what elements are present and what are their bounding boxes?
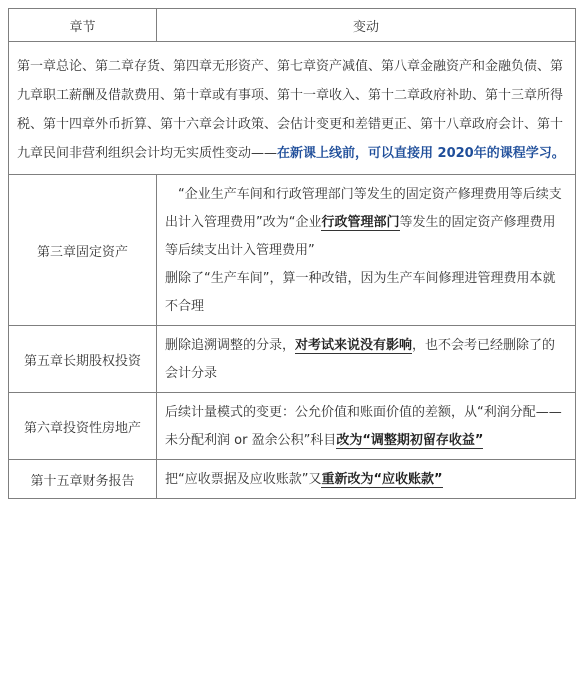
summary-text: 第一章总论、第二章存货、第四章无形资产、第七章资产减值、第八章金融资产和金融负债、第九章职工薪酬及借款费用、第十章或有事项、第十一章收入、第十二章政府补助、第十三章所得税、第十四章外币折算、第十六章会计政策、会估计变更和差错更正、第十八章政府会计、第十九章民间非营利组织会计均无实质性变动—— xyxy=(17,59,564,161)
change-text: “企业生产车间和行政管理部门等发生的固定资产修理费用等后续支出计入管理费用”改为“企业 xyxy=(165,187,562,230)
header-change: 变动 xyxy=(157,9,576,42)
chapter-cell: 第六章投资性房地产 xyxy=(9,393,157,460)
table-row xyxy=(9,393,576,460)
change-text: 把“应收票据及应收账款”又 xyxy=(165,472,322,487)
change-text: 删除追溯调整的分录， xyxy=(165,338,296,353)
change-emphasis: 对考试来说没有影响 xyxy=(295,338,413,353)
change-text: 等发生的固定资产修理费用等后续支出计入管理费用” xyxy=(165,215,556,258)
table-row xyxy=(9,460,576,499)
change-cell xyxy=(157,393,576,460)
change-paragraph xyxy=(165,181,567,265)
change-text: 后续计量模式的变更：公允价值和账面价值的差额，从“利润分配——未分配利润 or 盈余公积”科目 xyxy=(165,405,562,448)
change-paragraph: 删除了“生产车间”，算一种改错，因为生产车间修理进管理费用本就不合理 xyxy=(165,271,556,314)
change-cell xyxy=(157,175,576,326)
change-text: ，也不会考已经删除了的会计分录 xyxy=(165,338,556,381)
change-emphasis: 行政管理部门 xyxy=(321,215,400,230)
change-emphasis: 改为“调整期初留存收益” xyxy=(336,433,484,448)
summary-row xyxy=(9,42,576,175)
chapter-cell: 第三章固定资产 xyxy=(9,175,157,326)
table-row xyxy=(9,175,576,326)
table-row xyxy=(9,326,576,393)
summary-highlight: 在新课上线前，可以直接用 2020年的课程学习。 xyxy=(277,146,565,161)
changes-table xyxy=(8,8,576,499)
table-header-row xyxy=(9,9,576,42)
change-cell xyxy=(157,460,576,499)
header-chapter: 章节 xyxy=(9,9,157,42)
chapter-cell: 第五章长期股权投资 xyxy=(9,326,157,393)
change-emphasis: 重新改为“应收账款” xyxy=(321,472,443,487)
chapter-cell: 第十五章财务报告 xyxy=(9,460,157,499)
summary-cell xyxy=(9,42,576,175)
change-cell xyxy=(157,326,576,393)
